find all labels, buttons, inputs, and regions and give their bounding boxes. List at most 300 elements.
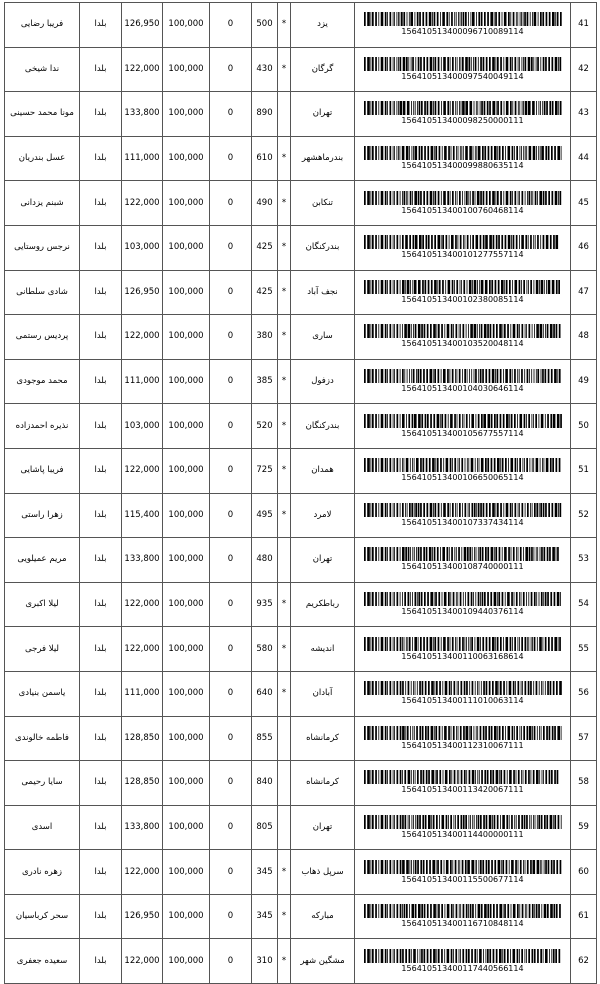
barcode-bar xyxy=(417,191,419,205)
barcode-bar xyxy=(387,414,388,428)
city-cell: دزفول xyxy=(291,359,355,404)
barcode-bar xyxy=(375,369,377,383)
barcode-bar xyxy=(542,101,543,115)
barcode-bar xyxy=(473,324,476,338)
barcode-bar xyxy=(514,503,516,517)
barcode-bar xyxy=(538,681,539,695)
barcode-bar xyxy=(454,280,455,294)
barcode-bar xyxy=(480,57,482,71)
barcode-bar xyxy=(549,458,551,472)
barcode-bar xyxy=(441,324,443,338)
barcode-bar xyxy=(372,815,374,829)
barcode-bar xyxy=(477,57,478,71)
barcode-bar xyxy=(502,726,504,740)
barcode-bar xyxy=(429,191,432,205)
barcode-bar xyxy=(557,547,559,561)
flag-cell xyxy=(278,761,291,806)
barcode-bar xyxy=(556,12,558,26)
barcode-bar xyxy=(407,637,408,651)
barcode-bar xyxy=(496,815,498,829)
barcode-bar xyxy=(469,503,470,517)
barcode-bar xyxy=(519,726,520,740)
barcode-bar xyxy=(475,101,476,115)
barcode-bar xyxy=(455,12,456,26)
barcode-bar xyxy=(506,770,507,784)
barcode-bar xyxy=(475,547,476,561)
barcode-bar xyxy=(512,57,513,71)
barcode-bar xyxy=(462,369,463,383)
barcode-bar xyxy=(497,458,500,472)
barcode-bar xyxy=(429,860,431,874)
barcode-graphic xyxy=(364,280,562,294)
barcode-bar xyxy=(455,57,456,71)
barcode-bar xyxy=(462,592,463,606)
barcode-bar xyxy=(500,637,502,651)
status-cell: بلدا xyxy=(80,671,122,716)
price-cell: 100,000 xyxy=(163,493,210,538)
barcode-bar xyxy=(500,770,502,784)
barcode-bar xyxy=(553,235,555,249)
barcode-bar xyxy=(445,458,448,472)
barcode-bar xyxy=(554,503,557,517)
barcode-bar xyxy=(531,369,532,383)
barcode-bar xyxy=(431,235,433,249)
barcode-bar xyxy=(521,57,522,71)
barcode-bar xyxy=(483,681,485,695)
barcode-bar xyxy=(494,414,496,428)
barcode-bar xyxy=(417,860,419,874)
barcode-bar xyxy=(560,146,561,160)
barcode-bar xyxy=(404,324,407,338)
barcode-bar xyxy=(496,369,498,383)
barcode-bar xyxy=(527,503,529,517)
barcode-bar xyxy=(495,503,496,517)
barcode-bar xyxy=(503,637,504,651)
barcode-bar xyxy=(535,369,536,383)
weight-cell: 310 xyxy=(252,939,278,984)
barcode-bar xyxy=(375,280,377,294)
barcode-cell xyxy=(355,270,571,315)
barcode-bar xyxy=(434,770,435,784)
barcode-bar xyxy=(430,414,432,428)
barcode-bar xyxy=(559,57,561,71)
barcode-bar xyxy=(552,681,554,695)
barcode-bar xyxy=(384,146,386,160)
status-cell: بلدا xyxy=(80,894,122,939)
barcode-bar xyxy=(524,681,526,695)
recipient-name-cell: اسدی xyxy=(5,805,80,850)
table-row xyxy=(5,761,597,806)
barcode-bar xyxy=(449,191,450,205)
barcode-bar xyxy=(509,503,511,517)
barcode-bar xyxy=(384,949,386,963)
barcode-bar xyxy=(477,146,480,160)
barcode-bar xyxy=(487,146,489,160)
barcode-bar xyxy=(437,235,440,249)
barcode-bar xyxy=(409,458,410,472)
barcode-bar xyxy=(403,458,404,472)
barcode-bar xyxy=(406,726,408,740)
barcode-bar xyxy=(427,414,429,428)
barcode-bar xyxy=(504,280,505,294)
barcode-bar xyxy=(413,770,414,784)
barcode-bar xyxy=(451,369,453,383)
barcode-bar xyxy=(530,503,531,517)
weight-cell: 345 xyxy=(252,850,278,895)
barcode-cell xyxy=(355,448,571,493)
barcode-bar xyxy=(389,280,391,294)
shipment-table xyxy=(4,2,597,984)
barcode-bar xyxy=(436,949,437,963)
barcode-bar xyxy=(447,57,449,71)
barcode-bar xyxy=(456,503,457,517)
barcode-bar xyxy=(540,592,542,606)
barcode-bar xyxy=(428,681,430,695)
barcode-bar xyxy=(375,637,377,651)
barcode-bar xyxy=(500,57,502,71)
barcode-bar xyxy=(399,280,400,294)
barcode-graphic xyxy=(364,770,562,784)
barcode-bar xyxy=(459,726,461,740)
barcode-bar xyxy=(555,12,556,26)
barcode-bar xyxy=(461,280,462,294)
barcode-bar xyxy=(543,904,546,918)
barcode-bar xyxy=(433,503,434,517)
barcode-bar xyxy=(524,369,525,383)
barcode-bar xyxy=(405,503,406,517)
barcode-bar xyxy=(521,369,523,383)
barcode-bar xyxy=(375,860,377,874)
recipient-name-cell: لیلا فرجی xyxy=(5,627,80,672)
barcode-bar xyxy=(473,726,474,740)
barcode-bar xyxy=(512,235,514,249)
barcode-bar xyxy=(392,770,393,784)
barcode-bar xyxy=(535,414,537,428)
barcode-bar xyxy=(522,592,524,606)
barcode-bar xyxy=(477,280,478,294)
barcode-bar xyxy=(459,280,460,294)
barcode-bar xyxy=(475,235,478,249)
barcode-bar xyxy=(485,637,487,651)
barcode-bar xyxy=(396,57,397,71)
barcode-bar xyxy=(364,191,366,205)
barcode-bar xyxy=(462,191,463,205)
barcode-bar xyxy=(399,815,401,829)
barcode-bar xyxy=(518,280,520,294)
barcode-bar xyxy=(437,101,439,115)
barcode-bar xyxy=(387,57,388,71)
barcode-bar xyxy=(387,146,388,160)
city-cell: تنکابن xyxy=(291,181,355,226)
barcode-bar xyxy=(496,592,497,606)
barcode-bar xyxy=(517,637,518,651)
barcode-bar xyxy=(399,235,400,249)
barcode-bar xyxy=(478,770,479,784)
barcode-bar xyxy=(446,12,448,26)
zero-cell: 0 xyxy=(210,404,252,449)
barcode-bar xyxy=(384,235,386,249)
flag-cell: * xyxy=(278,359,291,404)
barcode-bar xyxy=(531,414,532,428)
barcode-bar xyxy=(450,726,451,740)
barcode-bar xyxy=(455,949,457,963)
barcode-bar xyxy=(500,101,502,115)
barcode-bar xyxy=(402,681,404,695)
barcode-bar xyxy=(485,57,487,71)
barcode-bar xyxy=(495,547,497,561)
barcode-bar xyxy=(370,726,371,740)
tracking-code: 156410513400107337434114 xyxy=(401,517,524,527)
city-cell: کرمانشاه xyxy=(291,716,355,761)
barcode-bar xyxy=(492,949,494,963)
barcode-bar xyxy=(540,369,541,383)
barcode-bar xyxy=(380,101,383,115)
barcode-bar xyxy=(454,458,456,472)
barcode-bar xyxy=(505,101,508,115)
barcode-bar xyxy=(480,503,482,517)
price-cell: 100,000 xyxy=(163,225,210,270)
barcode-bar xyxy=(440,12,441,26)
barcode-bar xyxy=(508,547,510,561)
barcode-bar xyxy=(441,146,442,160)
barcode-bar xyxy=(460,949,461,963)
recipient-name-cell: فریبا پاشایی xyxy=(5,448,80,493)
barcode-bar xyxy=(559,191,561,205)
barcode-bar xyxy=(549,949,550,963)
barcode-bar xyxy=(378,949,379,963)
barcode-bar xyxy=(459,592,461,606)
row-index: 54 xyxy=(571,582,597,627)
barcode-bar xyxy=(526,324,527,338)
barcode-bar xyxy=(471,369,472,383)
barcode-bar xyxy=(455,369,456,383)
barcode-bar xyxy=(441,101,442,115)
barcode-bar xyxy=(519,57,520,71)
barcode-bar xyxy=(370,547,371,561)
barcode-bar xyxy=(384,637,386,651)
row-index: 48 xyxy=(571,315,597,360)
barcode-bar xyxy=(437,369,439,383)
barcode-bar xyxy=(542,637,543,651)
barcode-bar xyxy=(465,726,468,740)
barcode-bar xyxy=(549,681,551,695)
barcode-bar xyxy=(502,860,504,874)
barcode-bar xyxy=(521,191,523,205)
flag-cell: * xyxy=(278,939,291,984)
barcode-bar xyxy=(419,949,420,963)
weight-cell: 385 xyxy=(252,359,278,404)
barcode-bar xyxy=(406,57,408,71)
barcode-bar xyxy=(540,280,543,294)
barcode-bar xyxy=(389,369,391,383)
barcode-bar xyxy=(396,637,398,651)
tracking-code: 156410513400103520048114 xyxy=(401,339,524,349)
barcode-bar xyxy=(480,191,482,205)
barcode-bar xyxy=(402,547,405,561)
barcode-bar xyxy=(505,458,507,472)
barcode-bar xyxy=(410,280,411,294)
barcode-bar xyxy=(471,637,473,651)
barcode-graphic xyxy=(364,904,562,918)
barcode-bar xyxy=(364,324,366,338)
barcode-bar xyxy=(433,57,434,71)
barcode-bar xyxy=(462,101,465,115)
barcode-bar xyxy=(392,369,393,383)
barcode-bar xyxy=(539,726,540,740)
barcode-bar xyxy=(503,503,504,517)
barcode-bar xyxy=(437,191,439,205)
barcode-bar xyxy=(426,101,428,115)
table-row xyxy=(5,894,597,939)
barcode-bar xyxy=(467,592,469,606)
barcode-bar xyxy=(406,101,409,115)
barcode-bar xyxy=(364,949,366,963)
status-cell: بلدا xyxy=(80,359,122,404)
barcode-bar xyxy=(458,637,460,651)
barcode-bar xyxy=(498,592,500,606)
barcode-bar xyxy=(372,860,374,874)
barcode-bar xyxy=(536,101,537,115)
barcode-bar xyxy=(551,503,553,517)
barcode-bar xyxy=(477,726,478,740)
barcode-bar xyxy=(449,101,450,115)
barcode-bar xyxy=(475,592,476,606)
barcode-bar xyxy=(459,860,460,874)
table-row xyxy=(5,493,597,538)
barcode-bar xyxy=(548,726,550,740)
barcode-bar xyxy=(539,324,542,338)
barcode-bar xyxy=(387,12,388,26)
barcode-bar xyxy=(521,904,523,918)
barcode-bar xyxy=(524,57,526,71)
barcode-bar xyxy=(461,547,462,561)
barcode-bar xyxy=(403,904,405,918)
barcode-bar xyxy=(396,12,397,26)
barcode-bar xyxy=(531,458,532,472)
barcode-bar xyxy=(462,324,464,338)
barcode-bar xyxy=(466,191,468,205)
barcode-bar xyxy=(425,770,427,784)
barcode-bar xyxy=(387,815,388,829)
barcode-bar xyxy=(367,726,370,740)
table-row xyxy=(5,939,597,984)
barcode-bar xyxy=(535,547,536,561)
barcode-cell xyxy=(355,181,571,226)
barcode-bar xyxy=(553,592,555,606)
barcode-bar xyxy=(394,860,395,874)
barcode-bar xyxy=(420,770,422,784)
barcode-bar xyxy=(480,815,482,829)
barcode-bar xyxy=(469,637,470,651)
barcode-bar xyxy=(471,681,473,695)
barcode-bar xyxy=(479,369,481,383)
city-cell: گرگان xyxy=(291,47,355,92)
barcode-bar xyxy=(438,726,440,740)
barcode-bar xyxy=(364,547,366,561)
barcode-bar xyxy=(380,681,383,695)
barcode-bar xyxy=(414,414,417,428)
barcode-bar xyxy=(463,547,466,561)
barcode-bar xyxy=(545,324,546,338)
barcode-bar xyxy=(519,860,521,874)
barcode-bar xyxy=(543,280,544,294)
barcode-bar xyxy=(370,458,371,472)
barcode-bar xyxy=(375,503,377,517)
barcode-bar xyxy=(389,414,391,428)
barcode-bar xyxy=(439,681,441,695)
barcode-bar xyxy=(507,949,509,963)
barcode-bar xyxy=(539,547,540,561)
barcode-bar xyxy=(539,637,542,651)
recipient-name-cell: پردیس رستمی xyxy=(5,315,80,360)
barcode-bar xyxy=(375,904,377,918)
weight-cell: 495 xyxy=(252,493,278,538)
barcode-bar xyxy=(471,547,472,561)
barcode-bar xyxy=(504,904,506,918)
tracking-code: 156410513400111010063114 xyxy=(401,696,524,706)
barcode-bar xyxy=(432,12,433,26)
barcode-bar xyxy=(503,949,505,963)
barcode-bar xyxy=(436,815,438,829)
barcode-bar xyxy=(523,146,524,160)
barcode-bar xyxy=(500,503,502,517)
flag-cell xyxy=(278,538,291,583)
barcode-bar xyxy=(547,414,549,428)
status-cell: بلدا xyxy=(80,448,122,493)
barcode-bar xyxy=(440,503,441,517)
barcode-bar xyxy=(392,235,393,249)
barcode-bar xyxy=(474,681,475,695)
barcode-bar xyxy=(462,12,464,26)
barcode-bar xyxy=(384,458,386,472)
barcode-bar xyxy=(420,191,422,205)
barcode-bar xyxy=(411,503,413,517)
barcode-bar xyxy=(434,280,437,294)
barcode-bar xyxy=(423,503,425,517)
barcode-bar xyxy=(512,637,513,651)
barcode-bar xyxy=(389,770,391,784)
barcode-bar xyxy=(547,146,549,160)
barcode-bar xyxy=(367,280,370,294)
barcode-bar xyxy=(394,235,395,249)
barcode-bar xyxy=(380,458,383,472)
barcode-bar xyxy=(539,770,540,784)
tracking-code: 156410513400108740000111 xyxy=(401,562,524,572)
row-index: 53 xyxy=(571,538,597,583)
zero-cell: 0 xyxy=(210,359,252,404)
barcode-bar xyxy=(406,503,407,517)
barcode-bar xyxy=(480,681,481,695)
barcode-bar xyxy=(448,12,449,26)
barcode-bar xyxy=(421,101,423,115)
barcode-bar xyxy=(372,949,374,963)
barcode-bar xyxy=(411,146,412,160)
total-cell: 111,000 xyxy=(122,136,163,181)
barcode-bar xyxy=(539,860,540,874)
barcode-bar xyxy=(372,458,374,472)
price-cell: 100,000 xyxy=(163,47,210,92)
barcode-bar xyxy=(497,503,499,517)
barcode-bar xyxy=(464,191,465,205)
barcode-bar xyxy=(378,860,379,874)
barcode-bar xyxy=(479,235,481,249)
barcode-bar xyxy=(370,770,371,784)
barcode-bar xyxy=(526,592,527,606)
barcode-bar xyxy=(448,235,449,249)
barcode-bar xyxy=(426,904,428,918)
barcode-bar xyxy=(479,101,480,115)
barcode-bar xyxy=(542,949,543,963)
